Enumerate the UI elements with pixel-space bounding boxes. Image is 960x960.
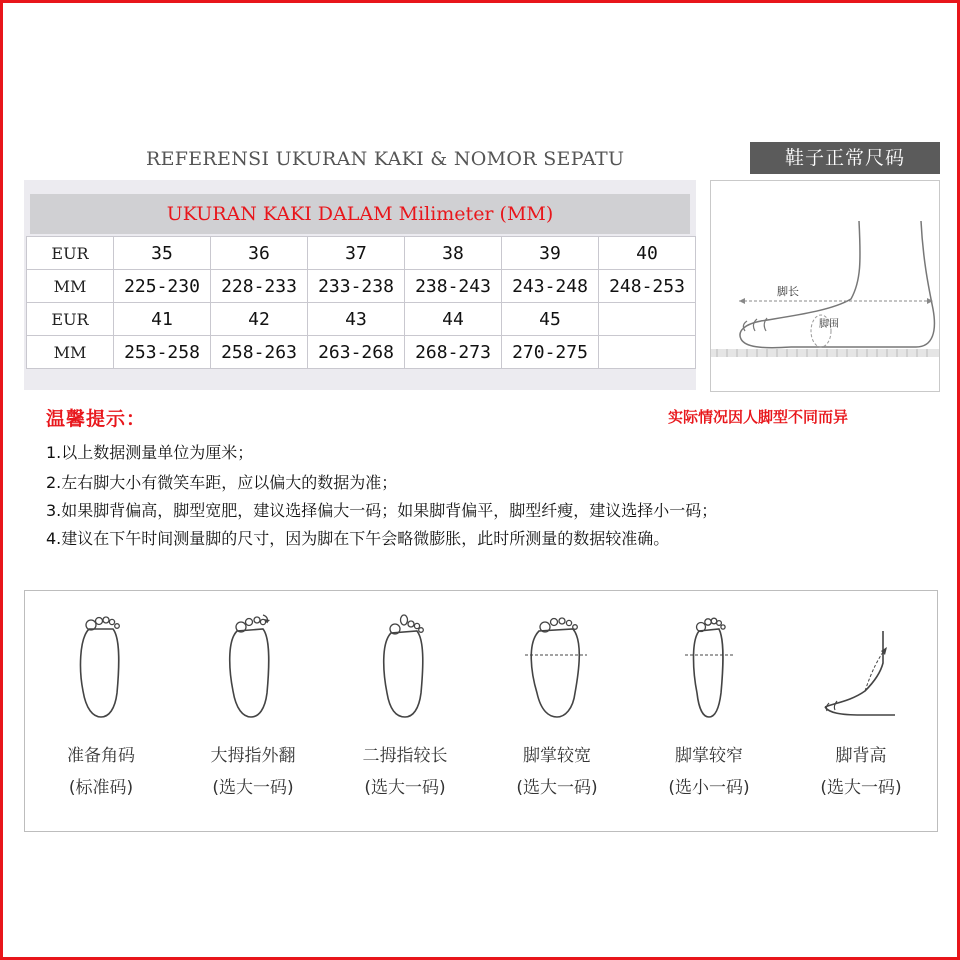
row-label: MM [27,270,114,303]
table-cell [599,336,696,369]
table-cell: 40 [599,237,696,270]
foot-type-card [785,591,937,831]
high-instep-foot-icon [821,611,901,723]
table-cell: 253-258 [114,336,211,369]
table-cell: 38 [405,237,502,270]
foot-type-card [633,591,785,831]
table-cell [599,303,696,336]
table-cell: 45 [502,303,599,336]
note-line: 3.如果脚背偏高，脚型宽肥，建议选择偏大一码；如果脚背偏平，脚型纤瘦，建议选择小一码； [46,501,718,520]
foot-type-card [177,591,329,831]
standard-foot-icon [61,611,141,723]
table-cell: 37 [308,237,405,270]
table-cell: 263-268 [308,336,405,369]
foot-type-hint: (选大一码) [364,778,446,798]
foot-measurement-diagram [710,180,940,392]
foot-type-hint: (选小一码) [668,778,750,798]
foot-type-name: 准备角码 [67,746,135,766]
note-line: 4.建议在下午时间测量脚的尺寸，因为脚在下午会略微膨胀，此时所测量的数据较准确。 [46,529,670,548]
table-cell: 41 [114,303,211,336]
table-row [27,303,696,336]
table-row [27,237,696,270]
foot-type-name: 二拇指较长 [362,746,448,766]
foot-type-name: 脚背高 [835,746,887,766]
size-badge: 鞋子正常尺码 [750,142,940,174]
foot-girth-label: 脚围 [819,319,839,330]
foot-type-card [329,591,481,831]
note-line: 1.以上数据测量单位为厘米； [46,443,254,462]
table-cell: 248-253 [599,270,696,303]
foot-type-hint: (选大一码) [516,778,598,798]
narrow-foot-icon [669,611,749,723]
table-cell: 35 [114,237,211,270]
wide-foot-icon [517,611,597,723]
notes-side-remark: 实际情况因人脚型不同而异 [668,408,849,426]
size-table-header [30,194,690,234]
size-table-header-unit: Milimeter (MM) [398,203,554,225]
table-cell: 258-263 [211,336,308,369]
notes-title: 温馨提示： [46,408,147,430]
foot-type-name: 大拇指外翻 [210,746,296,766]
foot-type-hint: (选大一码) [212,778,294,798]
size-table-header-main: UKURAN KAKI DALAM [166,203,393,225]
table-cell: 243-248 [502,270,599,303]
foot-type-name: 脚掌较窄 [675,746,743,766]
table-cell: 43 [308,303,405,336]
foot-type-name: 脚掌较宽 [523,746,591,766]
foot-type-hint: (标准码) [68,778,134,798]
foot-types-panel [24,590,938,832]
table-cell: 42 [211,303,308,336]
long-second-toe-foot-icon [365,611,445,723]
row-label: EUR [27,237,114,270]
note-line: 2.左右脚大小有微笑车距，应以偏大的数据为准； [46,473,398,492]
side-foot-icon [711,181,939,391]
table-cell: 270-275 [502,336,599,369]
foot-type-card [481,591,633,831]
bunion-foot-icon [213,611,293,723]
table-cell: 225-230 [114,270,211,303]
foot-type-hint: (选大一码) [820,778,902,798]
row-label: EUR [27,303,114,336]
size-table [26,236,696,369]
table-row [27,270,696,303]
table-cell: 268-273 [405,336,502,369]
table-cell: 238-243 [405,270,502,303]
table-cell: 44 [405,303,502,336]
row-label: MM [27,336,114,369]
table-cell: 228-233 [211,270,308,303]
table-row [27,336,696,369]
table-cell: 39 [502,237,599,270]
page-title: REFERENSI UKURAN KAKI & NOMOR SEPATU [146,148,625,170]
foot-length-label: 脚长 [777,285,799,298]
table-cell: 233-238 [308,270,405,303]
table-cell: 36 [211,237,308,270]
foot-type-card [25,591,177,831]
